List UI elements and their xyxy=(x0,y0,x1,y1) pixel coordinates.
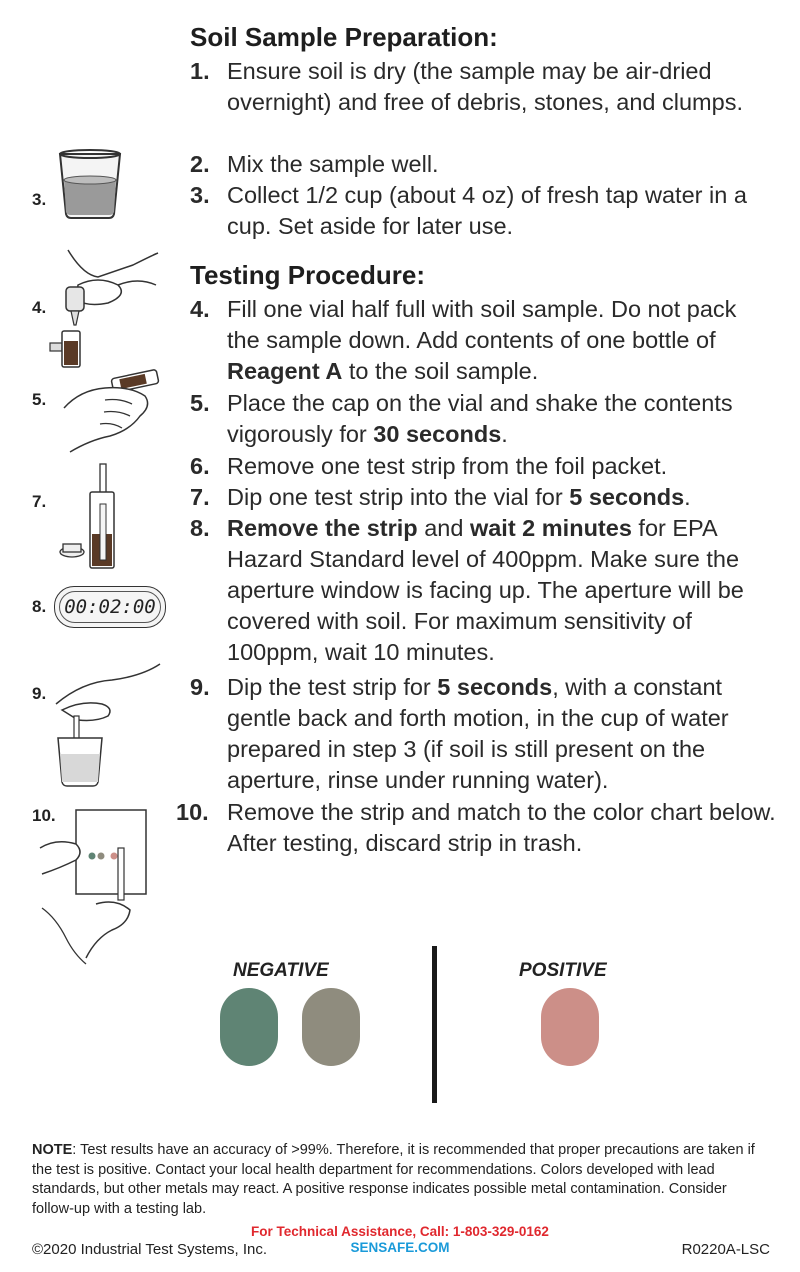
test-step-5: 5. Place the cap on the vial and shake the contents vigorously for 30 seconds. xyxy=(190,390,733,447)
test-step-8: 8. Remove the strip and wait 2 minutes for EPA Hazard Standard level of 400ppm. Make sure the aperture window is facing up. The aperture will be covered with soil. For maximum sensitivity of 100ppm, wait 10 minutes. xyxy=(190,515,744,665)
side-label-7: 7. xyxy=(32,492,47,511)
timer-display xyxy=(54,586,166,628)
testing-heading: Testing Procedure: xyxy=(190,260,426,290)
side-label-8: 8. xyxy=(32,597,47,616)
strip-in-vial-illustration xyxy=(58,462,138,577)
shaking-hand-illustration xyxy=(60,368,170,463)
positive-label: POSITIVE xyxy=(519,960,607,981)
prep-step-2: 2. Mix the sample well. xyxy=(190,151,439,177)
side-label-5: 5. xyxy=(32,390,47,409)
rinse-cup-illustration xyxy=(52,660,164,795)
timer-text: 00:02:00 xyxy=(59,591,161,623)
negative-label: NEGATIVE xyxy=(233,960,329,981)
color-chart-match-illustration xyxy=(36,808,156,973)
test-step-10: 10. Remove the strip and match to the color chart below. After testing, discard strip in trash. xyxy=(176,799,776,856)
reagent-bottle-illustration xyxy=(38,245,168,375)
note-paragraph: NOTE: Test results have an accuracy of >99%. Therefore, it is recommended that proper precautions are taken if the test is positive. Contact your local health department for recommendations. Colors developed with lead standards, but other metals may react. A positive response indicates possible metal contamination. Consider follow-up with a testing lab. xyxy=(32,1142,755,1217)
prep-heading: Soil Sample Preparation: xyxy=(190,22,498,52)
test-step-7: 7. Dip one test strip into the vial for 5 seconds. xyxy=(190,484,691,510)
website-link[interactable]: SENSAFE.COM xyxy=(350,1240,450,1255)
prep-step-1: 1. Ensure soil is dry (the sample may be air-dried overnight) and free of debris, stones, and clumps. xyxy=(190,58,743,115)
test-step-9: 9. Dip the test strip for 5 seconds, with a constant gentle back and forth motion, in the cup of water prepared in step 3 (if soil is still present on the aperture, rinse under running water). xyxy=(190,674,729,793)
prep-step-3: 3. Collect 1/2 cup (about 4 oz) of fresh tap water in a cup. Set aside for later use. xyxy=(190,182,747,239)
product-code: R0220A-LSC xyxy=(681,1241,770,1258)
side-label-9: 9. xyxy=(32,684,47,703)
copyright: ©2020 Industrial Test Systems, Inc. xyxy=(32,1241,268,1258)
side-label-3: 3. xyxy=(32,190,47,209)
positive-swatch-pink xyxy=(541,988,599,1066)
negative-swatch-green xyxy=(220,988,278,1066)
test-step-6: 6. Remove one test strip from the foil packet. xyxy=(190,453,668,479)
chart-divider xyxy=(432,946,437,1103)
side-label-4: 4. xyxy=(32,298,47,317)
side-label-10: 10. xyxy=(32,806,56,825)
tech-assistance: For Technical Assistance, Call: 1-803-329-0162 xyxy=(251,1224,549,1239)
negative-swatch-gray xyxy=(302,988,360,1066)
water-cup-illustration xyxy=(55,148,125,225)
test-step-4: 4. Fill one vial half full with soil sample. Do not pack the sample down. Add contents of one bottle of Reagent A to the soil sample. xyxy=(190,296,737,384)
